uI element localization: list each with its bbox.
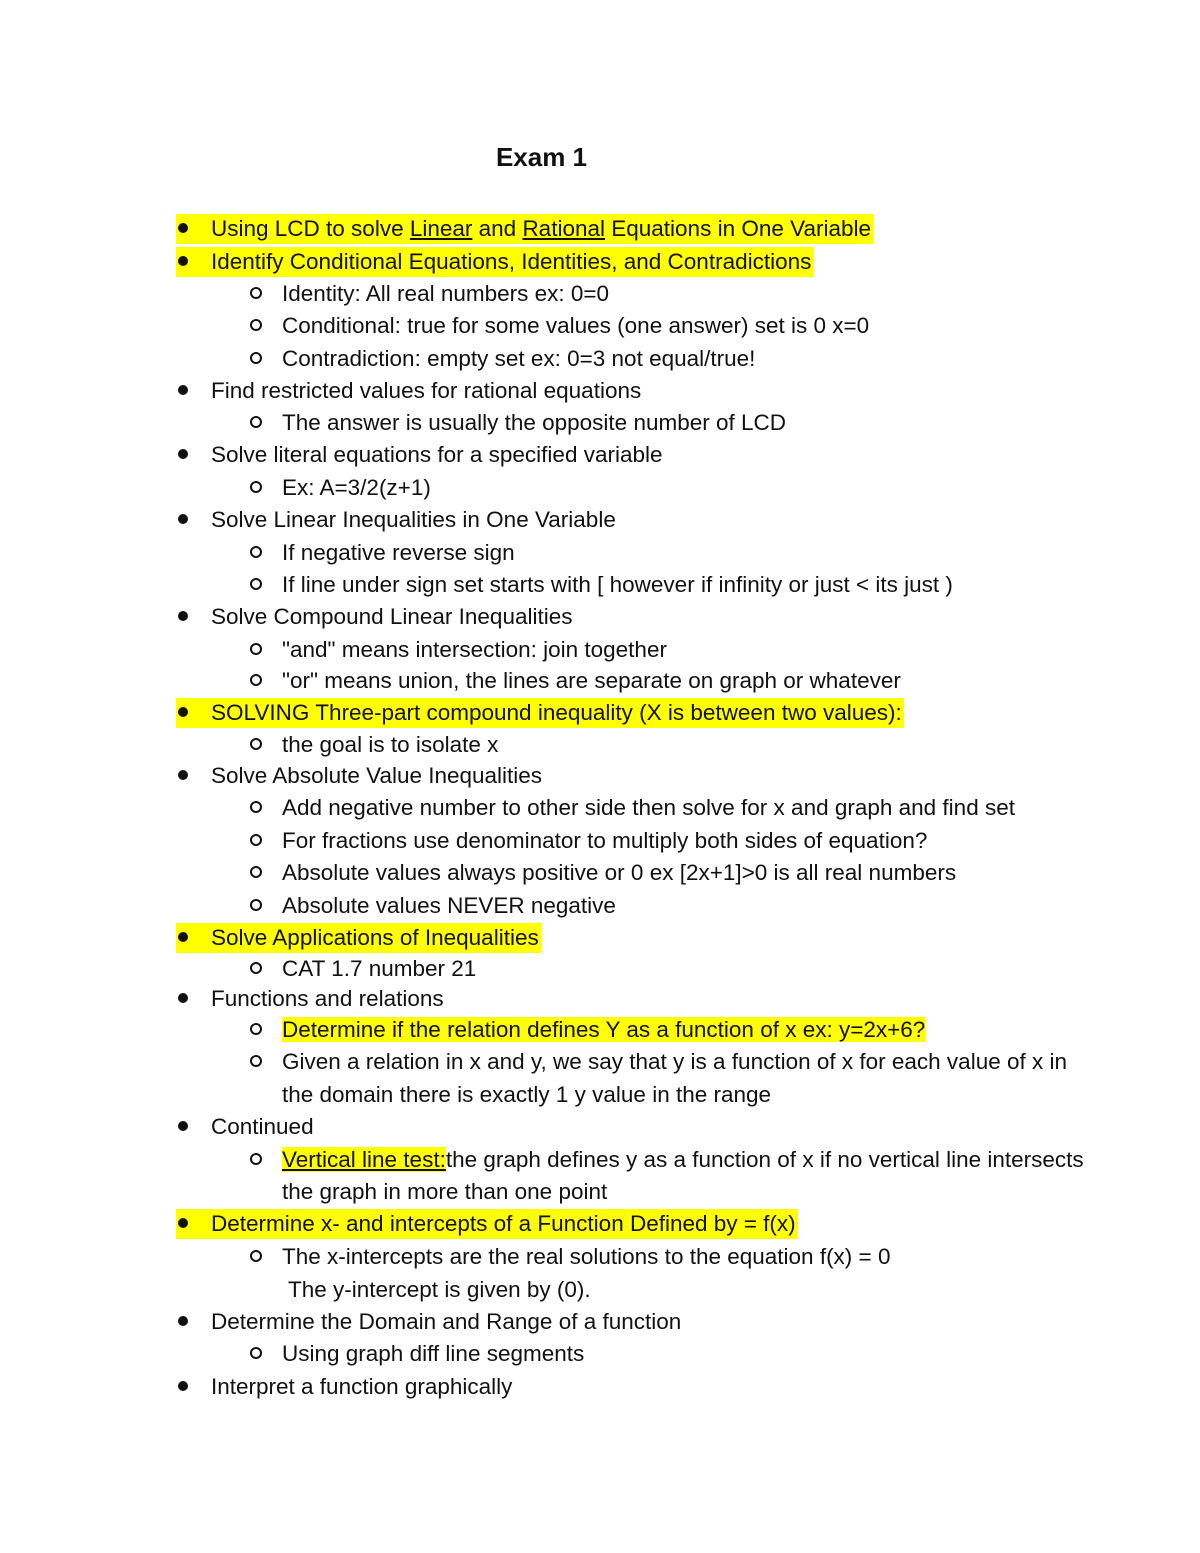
list-item [246, 1145, 1084, 1175]
bullet-circle-icon [246, 473, 282, 503]
list-item [246, 408, 786, 438]
item-text: the graph defines y as a function of x if no vertical line intersects [445, 1147, 1084, 1172]
bullet-disc-icon [176, 247, 211, 277]
bullet-disc-icon [176, 698, 211, 728]
item-text: The answer is usually the opposite number of LCD [282, 410, 787, 435]
list-item [246, 279, 609, 309]
item-text: Using LCD to solve [211, 216, 410, 241]
bullet-circle-icon [246, 793, 282, 823]
item-text: the domain there is exactly 1 y value in the range [282, 1082, 772, 1107]
bullet-disc-icon [176, 761, 211, 791]
bullet-disc-icon [176, 214, 211, 244]
item-text: Functions and relations [211, 986, 444, 1011]
item-text: Solve Linear Inequalities in One Variable [211, 507, 616, 532]
page-title: Exam 1 [495, 142, 588, 172]
item-text: Rational [522, 216, 605, 241]
list-item [246, 826, 927, 856]
bullet-circle-icon [246, 344, 282, 374]
list-item [176, 1209, 798, 1239]
item-text: Conditional: true for some values (one answer) set is 0 x=0 [282, 313, 870, 338]
item-text: If line under sign set starts with [ however if infinity or just < its just ) [282, 572, 953, 597]
list-item [246, 666, 901, 696]
item-text: Interpret a function graphically [211, 1374, 513, 1399]
item-text: Solve literal equations for a specified variable [211, 442, 663, 467]
list-item [246, 344, 755, 374]
bullet-circle-icon [246, 538, 282, 568]
bullet-circle-icon [246, 1339, 282, 1369]
item-text: "and" means intersection: join together [282, 637, 667, 662]
list-item-continuation [288, 1275, 591, 1305]
item-text: Add negative number to other side then solve for x and graph and find set [282, 795, 1015, 820]
list-item [176, 1307, 681, 1337]
item-text: "or" means union, the lines are separate on graph or whatever [282, 668, 901, 693]
item-text: the goal is to isolate x [282, 732, 499, 757]
list-item [176, 698, 904, 728]
list-item [246, 311, 869, 341]
item-text: Determine x- and intercepts of a Function Defined by = f(x) [211, 1211, 796, 1236]
bullet-circle-icon [246, 279, 282, 309]
list-item [246, 730, 498, 760]
list-item [246, 954, 476, 984]
list-item [176, 602, 572, 632]
list-item [246, 1015, 925, 1045]
list-item [176, 761, 542, 791]
list-item [176, 440, 663, 470]
bullet-circle-icon [246, 954, 282, 984]
bullet-circle-icon [246, 730, 282, 760]
bullet-circle-icon [246, 1015, 282, 1045]
bullet-circle-icon [246, 666, 282, 696]
list-item-continuation [282, 1080, 771, 1110]
bullet-disc-icon [176, 1307, 211, 1337]
item-text: For fractions use denominator to multiply both sides of equation? [282, 828, 928, 853]
list-item [176, 1372, 512, 1402]
list-item [176, 923, 541, 953]
highlight [176, 923, 541, 953]
bullet-circle-icon [246, 1145, 282, 1175]
bullet-circle-icon [246, 408, 282, 438]
bullet-disc-icon [176, 1372, 211, 1402]
highlight [176, 214, 873, 244]
bullet-circle-icon [246, 826, 282, 856]
bullet-disc-icon [176, 984, 211, 1014]
bullet-circle-icon [246, 570, 282, 600]
list-item [176, 214, 873, 244]
list-item [246, 1339, 584, 1369]
list-item [176, 376, 641, 406]
bullet-circle-icon [246, 311, 282, 341]
item-text: Equations in One Variable [605, 216, 872, 241]
item-text-highlighted: Determine if the relation defines Y as a function of x ex: y=2x+6? [282, 1017, 926, 1042]
bullet-circle-icon [246, 1047, 282, 1077]
item-text: Find restricted values for rational equations [211, 378, 642, 403]
bullet-disc-icon [176, 440, 211, 470]
list-item-continuation [282, 1177, 607, 1207]
bullet-circle-icon [246, 891, 282, 921]
list-item [246, 635, 667, 665]
item-text: Solve Applications of Inequalities [211, 925, 539, 950]
list-item [246, 538, 515, 568]
item-text: Contradiction: empty set ex: 0=3 not equal/true! [282, 346, 756, 371]
item-text: SOLVING Three-part compound inequality (X is between two values): [211, 700, 902, 725]
bullet-disc-icon [176, 923, 211, 953]
list-item [176, 505, 616, 535]
item-text: The x-intercepts are the real solutions to the equation f(x) = 0 [282, 1244, 891, 1269]
bullet-disc-icon [176, 1112, 211, 1142]
list-item [246, 1242, 890, 1272]
item-text: Absolute values NEVER negative [282, 893, 616, 918]
bullet-disc-icon [176, 1209, 211, 1239]
list-item [246, 1047, 1067, 1077]
item-text: The y-intercept is given by (0). [288, 1277, 591, 1302]
item-text: Linear [409, 216, 473, 241]
item-text: Solve Compound Linear Inequalities [211, 604, 573, 629]
bullet-disc-icon [176, 602, 211, 632]
item-text: If negative reverse sign [282, 540, 515, 565]
item-text: Absolute values always positive or 0 ex [2x+1]>0 is all real numbers [282, 860, 957, 885]
item-text: the graph in more than one point [282, 1179, 608, 1204]
list-item [176, 984, 444, 1014]
bullet-circle-icon [246, 635, 282, 665]
item-text: Solve Absolute Value Inequalities [211, 763, 543, 788]
highlight [176, 247, 813, 277]
list-item [246, 793, 1015, 823]
item-text: Identity: All real numbers ex: 0=0 [282, 281, 610, 306]
item-text: CAT 1.7 number 21 [282, 956, 477, 981]
item-text: Continued [211, 1114, 314, 1139]
item-text: Identify Conditional Equations, Identities, and Contradictions [211, 249, 812, 274]
item-text: Using graph diff line segments [282, 1341, 585, 1366]
bullet-circle-icon [246, 858, 282, 888]
list-item [246, 473, 431, 503]
item-text-highlighted: Vertical line test: [282, 1147, 446, 1172]
bullet-circle-icon [246, 1242, 282, 1272]
item-text: Given a relation in x and y, we say that y is a function of x for each value of x in [282, 1049, 1067, 1074]
bullet-disc-icon [176, 376, 211, 406]
list-item [246, 858, 956, 888]
item-text: and [472, 216, 523, 241]
highlight [176, 698, 904, 728]
list-item [246, 891, 616, 921]
list-item [176, 1112, 314, 1142]
list-item [246, 570, 953, 600]
item-text: Determine the Domain and Range of a function [211, 1309, 682, 1334]
highlight [176, 1209, 798, 1239]
bullet-disc-icon [176, 505, 211, 535]
list-item [176, 247, 813, 277]
item-text: Ex: A=3/2(z+1) [282, 475, 431, 500]
